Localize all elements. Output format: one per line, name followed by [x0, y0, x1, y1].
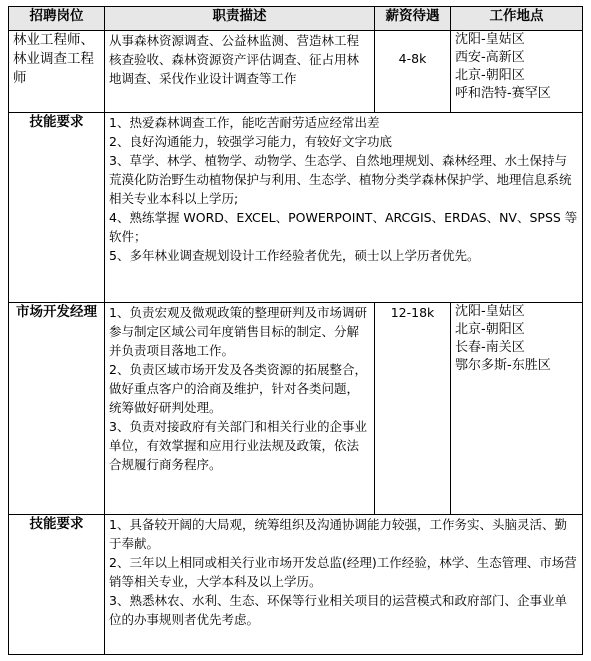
- job1-skills-row: [9, 113, 583, 303]
- recruitment-table: [8, 6, 583, 655]
- job2-row: [9, 303, 583, 515]
- job1-row: [9, 31, 583, 113]
- job1-duties: 从事森林资源调查、公益林监测、营造林工程核查验收、森林资源资产评估调查、征占用林地调查、采伐作业设计调查等工作: [105, 31, 375, 113]
- job2-skills-row: [9, 515, 583, 655]
- header-position: 招聘岗位: [9, 7, 105, 31]
- job1-location-item: 北京-朝阳区: [455, 68, 525, 83]
- header-duties: 职责描述: [105, 7, 375, 31]
- header-salary: 薪资待遇: [375, 7, 451, 31]
- job1-title: 林业工程师、林业调查工程师: [9, 31, 105, 113]
- job2-title: 市场开发经理: [9, 303, 105, 515]
- job1-locations: [451, 31, 583, 113]
- header-row: [9, 7, 583, 31]
- skill-item: 2、良好沟通能力，较强学习能力，有较好文字功底: [109, 134, 392, 149]
- duty-item: 1、负责宏观及微观政策的整理研判及市场调研参与制定区域公司年度销售目标的制定、分解并负责项目落地工作。: [109, 305, 367, 358]
- job2-location-item: 鄂尔多斯-东胜区: [455, 358, 551, 373]
- job2-location-item: 北京-朝阳区: [455, 322, 525, 337]
- job2-locations: [451, 303, 583, 515]
- job1-salary: 4-8k: [375, 31, 451, 113]
- job2-location-item: 沈阳-皇姑区: [455, 304, 525, 319]
- skill-item: 1、具备较开阔的大局观，统筹组织及沟通协调能力较强，工作务实、头脑灵活、勤于奉献。: [109, 517, 567, 551]
- job2-duties: [105, 303, 375, 515]
- skill-item: 3、熟悉林农、水利、生态、环保等行业相关项目的运营模式和政府部门、企事业单位的办事规则者优先考虑。: [109, 593, 567, 627]
- skill-item: 4、熟练掌握 WORD、EXCEL、POWERPOINT、ARCGIS、ERDAS、NV、SPSS 等软件；: [109, 210, 578, 244]
- job2-salary: 12-18k: [375, 303, 451, 515]
- job2-skills: [105, 515, 583, 655]
- job2-skills-label: 技能要求: [9, 515, 105, 655]
- skill-item: 5、多年林业调查规划设计工作经验者优先，硕士以上学历者优先。: [109, 248, 480, 263]
- job2-location-item: 长春-南关区: [455, 340, 525, 355]
- skill-item: 2、三年以上相同或相关行业市场开发总监(经理)工作经验，林学、生态管理、市场营销等相关专业，大学本科及以上学历。: [109, 555, 577, 589]
- job1-location-item: 呼和浩特-赛罕区: [455, 86, 551, 101]
- job1-skills: [105, 113, 583, 303]
- duty-item: 3、负责对接政府有关部门和相关行业的企事业单位，有效掌握和应用行业法规及政策，依法合规履行商务程序。: [109, 419, 367, 472]
- job1-location-item: 沈阳-皇姑区: [455, 32, 525, 47]
- duty-item: 2、负责区域市场开发及各类资源的拓展整合，做好重点客户的洽商及维护，针对各类问题，统筹做好研判处理。: [109, 362, 367, 415]
- header-location: 工作地点: [451, 7, 583, 31]
- job1-skills-label: 技能要求: [9, 113, 105, 303]
- skill-item: 1、热爱森林调查工作，能吃苦耐劳适应经常出差: [109, 115, 380, 130]
- skill-item: 3、草学、林学、植物学、动物学、生态学、自然地理规划、森林经理、水土保持与荒漠化防治野生动植物保护与利用、生态学、植物分类学森林保护学、地理信息系统相关专业本科以上学历;: [109, 153, 572, 206]
- job1-location-item: 西安-高新区: [455, 50, 525, 65]
